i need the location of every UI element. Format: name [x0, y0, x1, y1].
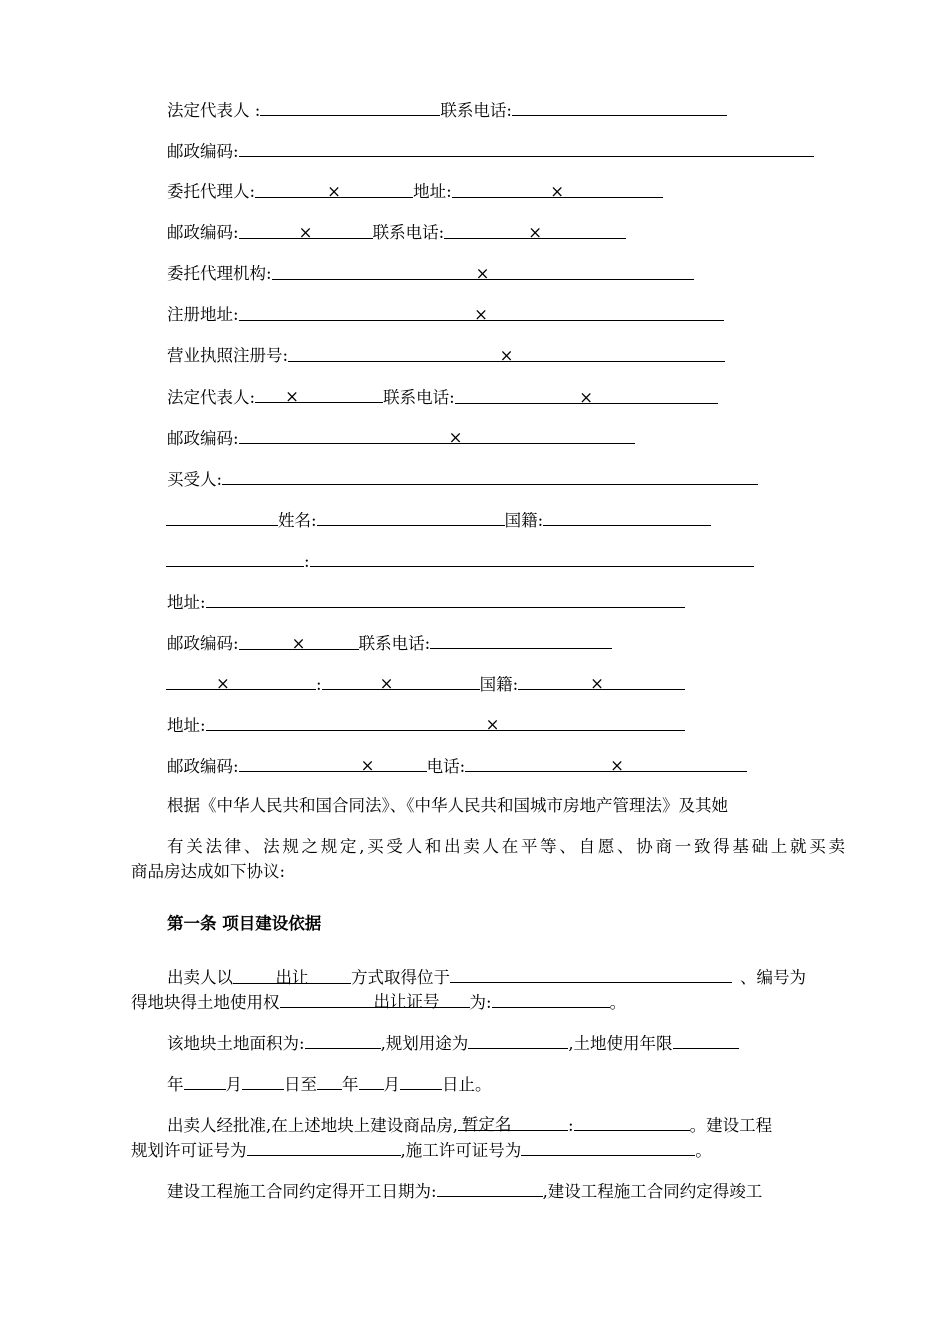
contract-line: [167, 1180, 762, 1202]
tel-label: 电话:: [426, 757, 466, 776]
address-field[interactable]: ×: [452, 181, 663, 198]
buyer-field[interactable]: [222, 468, 758, 485]
intro-line-3: 商品房达成如下协议:: [131, 862, 286, 881]
start-date-field[interactable]: [437, 1180, 543, 1197]
license-label: 营业执照注册号:: [167, 346, 289, 365]
intro-line-2: 有关法律、法规之规定,买受人和出卖人在平等、自愿、协商一致得基础上就买卖: [167, 837, 845, 856]
address-label: 地址:: [167, 593, 206, 612]
text: ,土地使用年限: [568, 1034, 673, 1053]
agent-id-field[interactable]: ×: [322, 673, 480, 690]
postal-row-1: [167, 140, 814, 162]
end-month-field[interactable]: [359, 1073, 384, 1090]
text: 方式取得位于: [351, 968, 450, 987]
phone-field[interactable]: [430, 632, 612, 649]
end-day-field[interactable]: [400, 1073, 442, 1090]
tel-field[interactable]: ×: [465, 755, 747, 772]
construction-permit-field[interactable]: [521, 1139, 695, 1156]
buyer-label: 买受人:: [167, 470, 223, 489]
text: 日至: [284, 1075, 317, 1094]
agency-field[interactable]: ×: [272, 263, 694, 280]
agent-id-row: [166, 673, 685, 695]
postal-row-4: [167, 632, 612, 654]
agency-label: 委托代理机构:: [167, 264, 272, 283]
legal-rep-field[interactable]: ×: [255, 386, 383, 403]
text: ,规划用途为: [380, 1034, 469, 1053]
text: 建设工程施工合同约定得开工日期为:: [167, 1182, 437, 1201]
postal-field[interactable]: ×: [239, 633, 359, 650]
project-name-label: 暂定名: [458, 1114, 568, 1131]
reg-address-row: [167, 304, 724, 326]
agency-row: [167, 263, 694, 285]
nationality-field[interactable]: [543, 509, 711, 526]
text: 得地块得土地使用权: [131, 993, 280, 1012]
agent-address-row: [167, 714, 685, 736]
reg-address-field[interactable]: ×: [239, 304, 724, 321]
buyer-id-row: [166, 550, 754, 572]
land-line-1: [167, 966, 806, 988]
land-line-2: [131, 991, 626, 1013]
postal-field[interactable]: [239, 140, 814, 157]
text: 为:: [469, 993, 492, 1012]
method-field[interactable]: 出让: [233, 967, 351, 984]
name-field[interactable]: [317, 509, 505, 526]
planning-permit-field[interactable]: [247, 1139, 401, 1156]
postal-label: 邮政编码:: [167, 757, 239, 776]
buyer-name-row: [166, 509, 711, 531]
build-line-1: [167, 1114, 772, 1136]
build-line-2: [131, 1139, 712, 1161]
phone-field[interactable]: ×: [444, 222, 626, 239]
text: 年: [167, 1075, 184, 1094]
postal-field[interactable]: ×: [239, 222, 373, 239]
name-label: 姓名:: [278, 511, 317, 530]
nationality-label: 国籍:: [479, 675, 519, 694]
license-row: [167, 345, 725, 367]
agent-row: [167, 181, 663, 203]
postal-row-2: [167, 222, 626, 244]
phone-label: 联系电话:: [383, 388, 455, 407]
text: ,施工许可证号为: [400, 1141, 522, 1160]
text: 月: [225, 1075, 242, 1094]
area-field[interactable]: [305, 1032, 381, 1049]
address-label: 地址:: [167, 716, 206, 735]
phone-label: 联系电话:: [440, 101, 512, 120]
text: 该地块土地面积为:: [167, 1034, 305, 1053]
address-field[interactable]: [206, 591, 685, 608]
text: 年: [342, 1075, 359, 1094]
id-number-field[interactable]: [310, 550, 754, 567]
postal-label: 邮政编码:: [167, 223, 239, 242]
postal-label: 邮政编码:: [167, 634, 239, 653]
legal-rep-label: 法定代表人:: [167, 388, 256, 407]
text: 月: [383, 1075, 400, 1094]
license-field[interactable]: ×: [288, 345, 725, 362]
postal-field[interactable]: ×: [239, 427, 635, 444]
text: :: [568, 1116, 574, 1135]
usage-field[interactable]: [468, 1032, 568, 1049]
legal-rep-row-2: [167, 386, 718, 408]
buyer-type-field[interactable]: [166, 509, 278, 526]
nationality-label: 国籍:: [504, 511, 544, 530]
cert-number-field[interactable]: [492, 991, 610, 1008]
phone-label: 联系电话:: [372, 223, 445, 242]
text: 。: [609, 993, 627, 1012]
start-day-field[interactable]: [242, 1073, 284, 1090]
agent-label: 委托代理人:: [167, 182, 256, 201]
end-year-field[interactable]: [317, 1073, 342, 1090]
text: 规划许可证号为: [131, 1141, 247, 1160]
start-month-field[interactable]: [184, 1073, 226, 1090]
colon: :: [304, 552, 310, 571]
agent-field[interactable]: ×: [255, 181, 413, 198]
postal-row-3: [167, 427, 635, 449]
cert-type-field[interactable]: 出让证号: [280, 991, 470, 1008]
colon: :: [316, 675, 322, 694]
id-type-field[interactable]: [166, 550, 304, 567]
reg-address-label: 注册地址:: [167, 305, 239, 324]
text: 。: [695, 1141, 712, 1160]
area-line: [167, 1032, 739, 1054]
text: 日止。: [442, 1075, 492, 1094]
article-1-title: 第一条 项目建设依据: [167, 914, 322, 933]
term-field[interactable]: [673, 1032, 739, 1049]
postal-row-5: [167, 755, 747, 777]
postal-label: 邮政编码:: [167, 142, 239, 161]
nationality-field[interactable]: ×: [518, 673, 685, 690]
address-label: 地址:: [413, 182, 452, 201]
legal-rep-row-1: [167, 99, 727, 121]
date-line: [167, 1073, 492, 1095]
legal-rep-field[interactable]: [260, 99, 440, 116]
address-field[interactable]: ×: [206, 714, 685, 731]
text: ,建设工程施工合同约定得竣工: [542, 1182, 763, 1201]
postal-field[interactable]: ×: [239, 755, 427, 772]
postal-label: 邮政编码:: [167, 429, 239, 448]
project-name-field[interactable]: [574, 1114, 690, 1131]
intro-line-1: 根据《中华人民共和国合同法》、《中华人民共和国城市房地产管理法》及其她: [167, 796, 728, 815]
agent-type-field[interactable]: ×: [166, 673, 316, 690]
phone-field[interactable]: ×: [455, 387, 718, 404]
buyer-row: [167, 468, 758, 490]
legal-rep-label: 法定代表人 :: [167, 101, 261, 120]
phone-label: 联系电话:: [358, 634, 431, 653]
phone-field[interactable]: [512, 99, 727, 116]
text: 出卖人经批准,在上述地块上建设商品房,: [167, 1116, 458, 1135]
buyer-address-row: [167, 591, 685, 613]
text: 、编号为: [740, 968, 806, 987]
text: 。建设工程: [689, 1116, 773, 1135]
text: 出卖人以: [167, 968, 233, 987]
location-field[interactable]: [450, 966, 732, 983]
